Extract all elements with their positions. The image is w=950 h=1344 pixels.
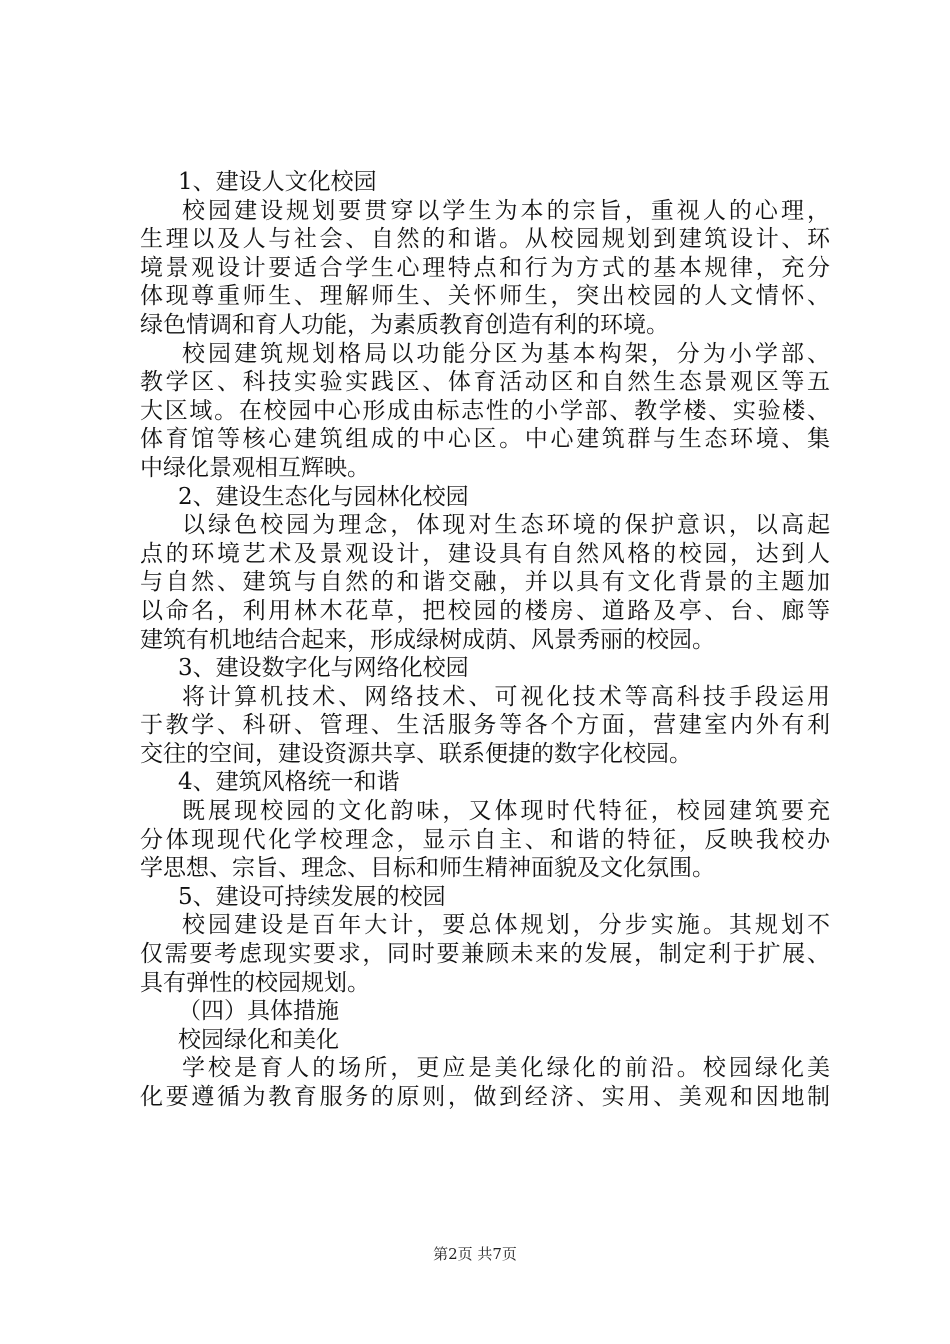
paragraph-line: 校园建设规划要贯穿以学生为本的宗旨，重视人的心理， bbox=[182, 197, 830, 224]
paragraph-line: 教学区、科技实验实践区、体育活动区和自然生态景观区等五 bbox=[140, 369, 830, 396]
paragraph-line: 于教学、科研、管理、生活服务等各个方面，营建室内外有利 bbox=[140, 712, 830, 739]
section-heading: 3、建设数字化与网络化校园 bbox=[178, 655, 469, 682]
paragraph-line: 生理以及人与社会、自然的和谐。从校园规划到建筑设计、环 bbox=[140, 226, 830, 253]
paragraph-line: 建筑有机地结合起来，形成绿树成荫、风景秀丽的校园。 bbox=[140, 626, 715, 653]
paragraph-line: 具有弹性的校园规划。 bbox=[140, 969, 370, 996]
paragraph-line: 点的环境艺术及景观设计，建设具有自然风格的校园，达到人 bbox=[140, 540, 830, 567]
paragraph-line: 分体现现代化学校理念，显示自主、和谐的特征，反映我校办 bbox=[140, 826, 830, 853]
paragraph-line: 体育馆等核心建筑组成的中心区。中心建筑群与生态环境、集 bbox=[140, 426, 830, 453]
document-body bbox=[140, 168, 830, 1112]
section-heading: 2、建设生态化与园林化校园 bbox=[178, 483, 469, 510]
section-heading: 5、建设可持续发展的校园 bbox=[178, 883, 446, 910]
section-heading: 校园绿化和美化 bbox=[178, 1026, 339, 1053]
paragraph-line: 校园建设是百年大计，要总体规划，分步实施。其规划不 bbox=[182, 912, 830, 939]
paragraph-line: 化要遵循为教育服务的原则，做到经济、实用、美观和因地制 bbox=[140, 1084, 830, 1110]
page-footer: 第2页 共7页 bbox=[433, 1245, 517, 1263]
section-heading: 4、建筑风格统一和谐 bbox=[178, 769, 400, 796]
paragraph-line: 交往的空间，建设资源共享、联系便捷的数字化校园。 bbox=[140, 740, 692, 767]
paragraph-line: 与自然、建筑与自然的和谐交融，并以具有文化背景的主题加 bbox=[140, 569, 830, 596]
paragraph-line: 仅需要考虑现实要求，同时要兼顾未来的发展，制定利于扩展、 bbox=[140, 941, 830, 968]
paragraph-line: 以绿色校园为理念，体现对生态环境的保护意识，以高起 bbox=[182, 512, 830, 539]
paragraph-line: 体现尊重师生、理解师生、关怀师生，突出校园的人文情怀、 bbox=[140, 283, 830, 310]
paragraph-line: 将计算机技术、网络技术、可视化技术等高科技手段运用 bbox=[182, 683, 830, 710]
paragraph-line: 境景观设计要适合学生心理特点和行为方式的基本规律，充分 bbox=[140, 254, 830, 281]
section-heading: （四）具体措施 bbox=[178, 998, 339, 1025]
section-heading: 1、建设人文化校园 bbox=[178, 169, 377, 195]
paragraph-line: 学思想、宗旨、理念、目标和师生精神面貌及文化氛围。 bbox=[140, 855, 715, 882]
paragraph-line: 既展现校园的文化韵味，又体现时代特征，校园建筑要充 bbox=[182, 798, 830, 825]
paragraph-line: 学校是育人的场所，更应是美化绿化的前沿。校园绿化美 bbox=[182, 1055, 830, 1082]
paragraph-line: 绿色情调和育人功能，为素质教育创造有利的环境。 bbox=[140, 311, 669, 338]
paragraph-line: 中绿化景观相互辉映。 bbox=[140, 454, 370, 481]
paragraph-line: 大区域。在校园中心形成由标志性的小学部、教学楼、实验楼、 bbox=[140, 397, 830, 424]
paragraph-line: 以命名，利用林木花草，把校园的楼房、道路及亭、台、廊等 bbox=[140, 597, 830, 624]
paragraph-line: 校园建筑规划格局以功能分区为基本构架，分为小学部、 bbox=[182, 340, 830, 367]
